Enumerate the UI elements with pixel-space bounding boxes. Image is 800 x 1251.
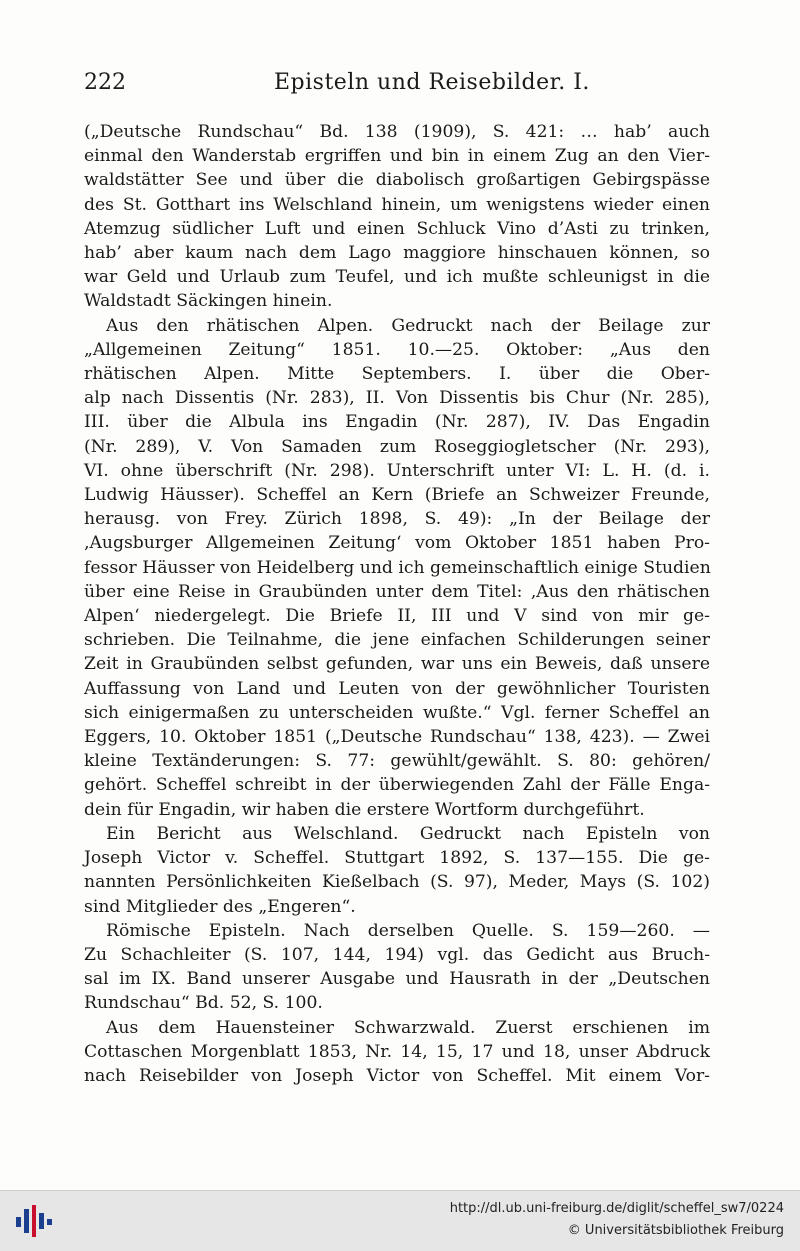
text-line: Rundschau“ Bd. 52, S. 100. [84, 993, 323, 1014]
text-line: Ludwig Häusser). Scheffel an Kern (Briefe an Schweizer Freunde, [84, 485, 710, 506]
text-line: Ein Bericht aus Welschland. Gedruckt nach Episteln von [106, 823, 710, 844]
text-line: einmal den Wanderstab ergriffen und bin in einem Zug an den Vier- [84, 146, 710, 167]
text-line: herausg. von Frey. Zürich 1898, S. 49): „In der Beilage der [84, 509, 710, 530]
text-line: („Deutsche Rundschau“ Bd. 138 (1909), S. 421: … hab’ auch [84, 122, 710, 142]
text-line: schrieben. Die Teilnahme, die jene einfachen Schilderungen seiner [84, 630, 710, 651]
text-line: VI. ohne überschrift (Nr. 298). Unterschrift unter VI: L. H. (d. i. [84, 460, 710, 481]
running-title: Episteln und Reisebilder. I. [274, 70, 590, 95]
text-line: sal im IX. Band unserer Ausgabe und Hausrath in der „Deutschen [84, 969, 710, 990]
text-line: Zeit in Graubünden selbst gefunden, war uns ein Beweis, daß unsere [84, 654, 710, 675]
text-line: Zu Schachleiter (S. 107, 144, 194) vgl. das Gedicht aus Bruch- [84, 944, 710, 965]
text-line: (Nr. 289), V. Von Samaden zum Roseggiogletscher (Nr. 293), [84, 436, 710, 457]
permalink-url[interactable]: http://dl.ub.uni-freiburg.de/diglit/scheffel_sw7/0224 [449, 1201, 784, 1216]
text-line: Cottaschen Morgenblatt 1853, Nr. 14, 15, 17 und 18, unser Abdruck [84, 1041, 710, 1062]
page-header [84, 66, 710, 106]
text-line: über eine Reise in Graubünden unter dem Titel: ‚Aus den rhätischen [84, 581, 710, 602]
text-line: kleine Textänderungen: S. 77: gewühlt/gewählt. S. 80: gehören/ [84, 751, 710, 772]
text-line: nach Reisebilder von Joseph Victor von Scheffel. Mit einem Vor- [84, 1065, 710, 1086]
text-line: alp nach Dissentis (Nr. 283), II. Von Dissentis bis Chur (Nr. 285), [84, 388, 710, 409]
text-line: des St. Gotthart ins Welschland hinein, um wenigstens wieder einen [84, 194, 710, 215]
text-line: rhätischen Alpen. Mitte Septembers. I. über die Ober- [84, 364, 710, 385]
copyright-notice: © Universitätsbibliothek Freiburg [567, 1223, 784, 1238]
text-line: Atemzug südlicher Luft und einen Schluck Vino d’Asti zu trinken, [84, 218, 710, 239]
text-line: Alpen‘ niedergelegt. Die Briefe II, III und V sind von mir ge- [84, 606, 710, 627]
text-line: sich einigermaßen zu unterscheiden wußte.“ Vgl. ferner Scheffel an [84, 702, 710, 723]
text-line: Joseph Victor v. Scheffel. Stuttgart 1892, S. 137—155. Die ge- [84, 848, 710, 869]
text-line: hab’ aber kaum nach dem Lago maggiore hinschauen können, so [84, 243, 710, 264]
text-line: dein für Engadin, wir haben die erstere Wortform durchgeführt. [84, 799, 645, 820]
text-line: Auffassung von Land und Leuten von der gewöhnlicher Touristen [84, 678, 710, 699]
ub-freiburg-logo-icon[interactable] [14, 1203, 54, 1239]
text-line: waldstätter See und über die diabolisch großartigen Gebirgspässe [84, 170, 710, 191]
text-line: Römische Episteln. Nach derselben Quelle. S. 159—260. — [106, 920, 710, 941]
body-text [84, 120, 710, 1088]
text-line: fessor Häusser von Heidelberg und ich gemeinschaftlich einige Studien [84, 557, 711, 578]
page-number: 222 [84, 70, 126, 95]
text-line: sind Mitglieder des „Engeren“. [84, 896, 356, 917]
text-line: Eggers, 10. Oktober 1851 („Deutsche Rundschau“ 138, 423). — Zwei [84, 727, 710, 748]
text-line: gehört. Scheffel schreibt in der überwiegenden Zahl der Fälle Enga- [84, 775, 710, 796]
text-line: war Geld und Urlaub zum Teufel, und ich mußte schleunigst in die [84, 267, 710, 288]
viewer-footer [0, 1190, 800, 1251]
text-line: III. über die Albula ins Engadin (Nr. 287), IV. Das Engadin [84, 412, 710, 433]
text-line: Aus den rhätischen Alpen. Gedruckt nach der Beilage zur [106, 315, 710, 336]
text-line: ‚Augsburger Allgemeinen Zeitung‘ vom Oktober 1851 haben Pro- [84, 533, 710, 554]
text-line: Aus dem Hauensteiner Schwarzwald. Zuerst erschienen im [106, 1017, 710, 1038]
text-line: nannten Persönlichkeiten Kießelbach (S. 97), Meder, Mays (S. 102) [84, 872, 710, 893]
text-line: „Allgemeinen Zeitung“ 1851. 10.—25. Oktober: „Aus den [84, 339, 710, 360]
text-line: Waldstadt Säckingen hinein. [84, 291, 333, 312]
